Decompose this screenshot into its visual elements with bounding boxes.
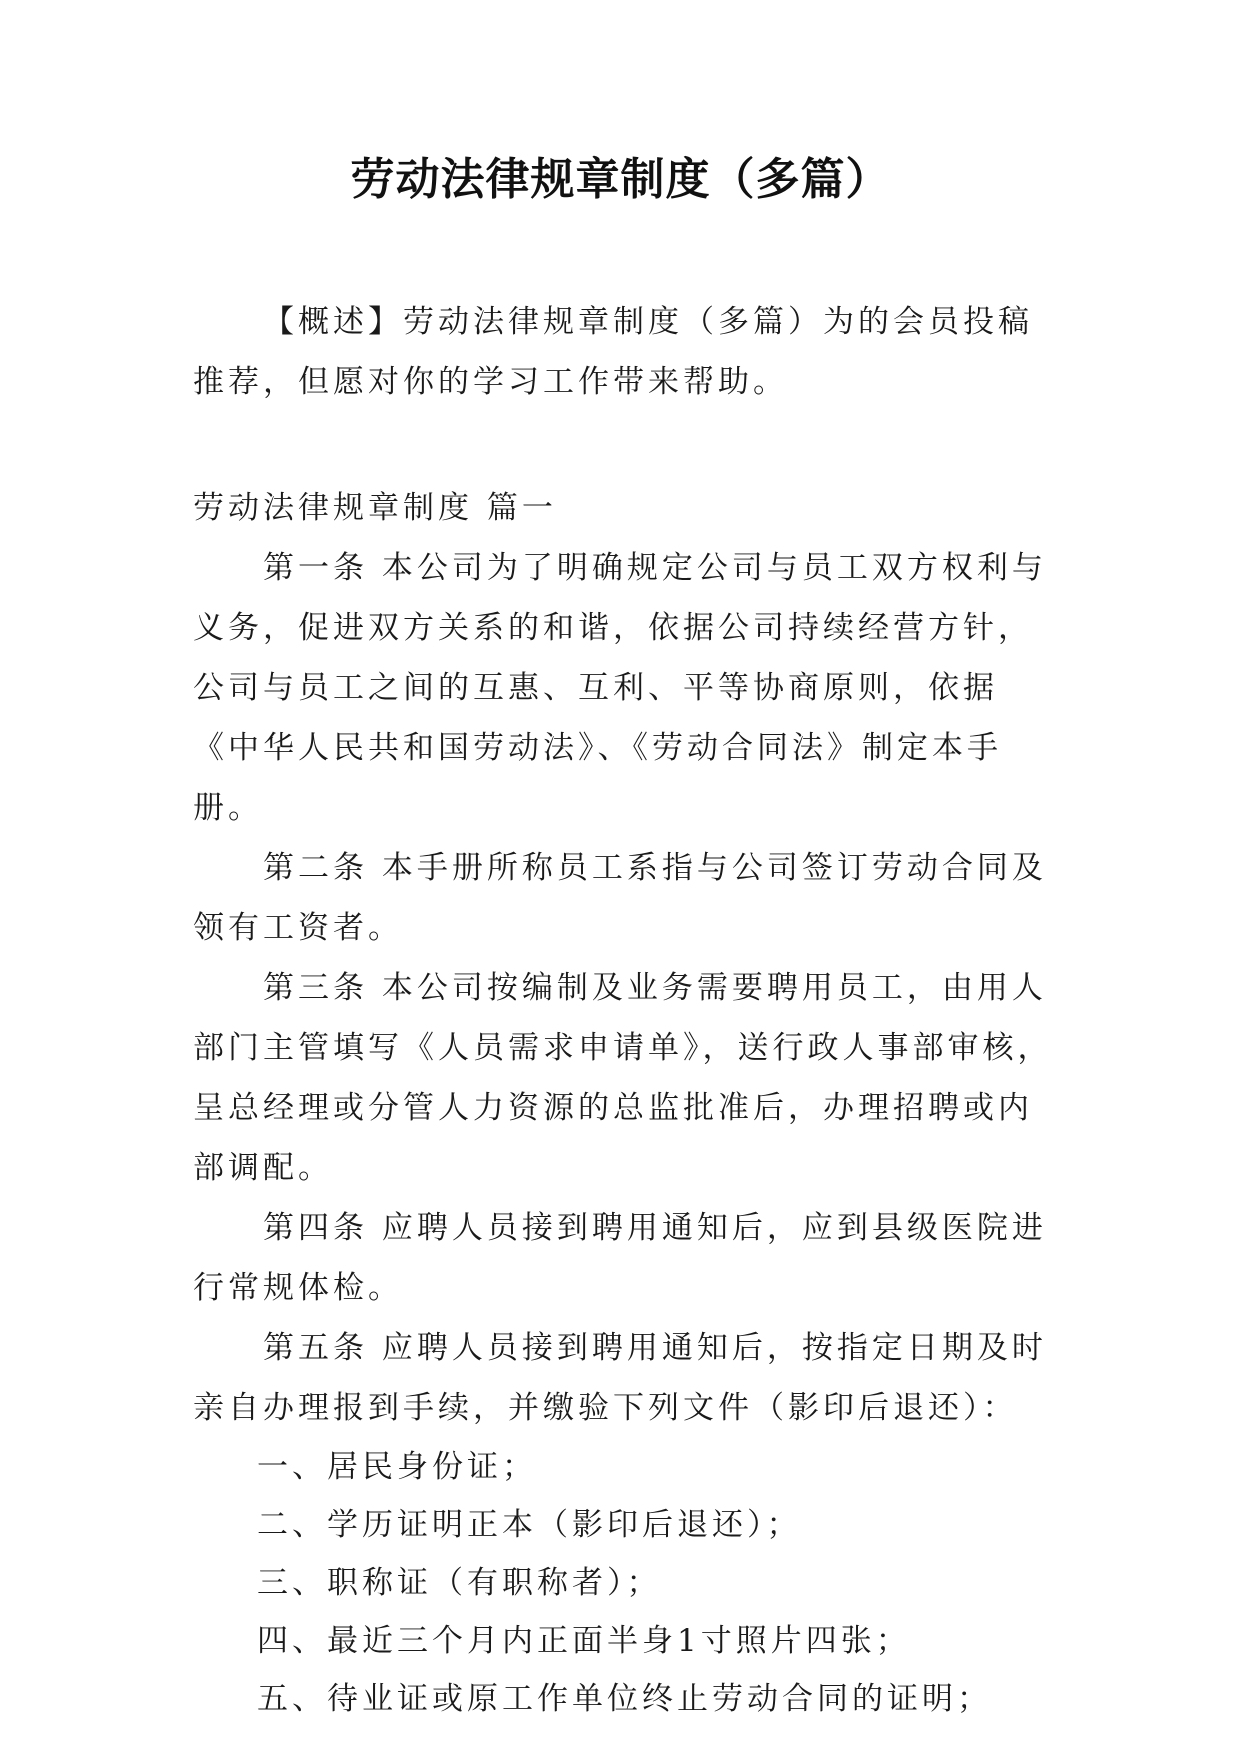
- article-1: 第一条 本公司为了明确规定公司与员工双方权利与义务，促进双方关系的和谐，依据公司持续经营方针，公司与员工之间的互惠、互利、平等协商原则，依据《中华人民共和国劳动法》、《劳动合同法》制定本手册。: [193, 550, 1047, 826]
- list-item-3: 三、职称证（有职称者）；: [257, 1565, 662, 1601]
- article-3: 第三条 本公司按编制及业务需要聘用员工，由用人部门主管填写《人员需求申请单》，送行政人事部审核，呈总经理或分管人力资源的总监批准后，办理招聘或内部调配。: [193, 970, 1053, 1186]
- document-body: [193, 292, 1063, 1728]
- list-item-1: 一、居民身份证；: [257, 1449, 537, 1485]
- document-title: 劳动法律规章制度（多篇）: [350, 154, 891, 205]
- section-heading: 劳动法律规章制度 篇一: [193, 490, 557, 526]
- summary-paragraph: 【概述】劳动法律规章制度（多篇）为的会员投稿推荐，但愿对你的学习工作带来帮助。: [193, 304, 1033, 400]
- list-item-5: 五、待业证或原工作单位终止劳动合同的证明；: [257, 1681, 992, 1717]
- list-item-4: 四、最近三个月内正面半身1寸照片四张；: [257, 1623, 911, 1659]
- article-4: 第四条 应聘人员接到聘用通知后，应到县级医院进行常规体检。: [193, 1210, 1047, 1306]
- list-item-2: 二、学历证明正本（影印后退还）；: [257, 1507, 802, 1543]
- article-5: 第五条 应聘人员接到聘用通知后，按指定日期及时亲自办理报到手续，并缴验下列文件（影印后退还）：: [193, 1330, 1047, 1426]
- article-2: 第二条 本手册所称员工系指与公司签订劳动合同及领有工资者。: [193, 850, 1047, 946]
